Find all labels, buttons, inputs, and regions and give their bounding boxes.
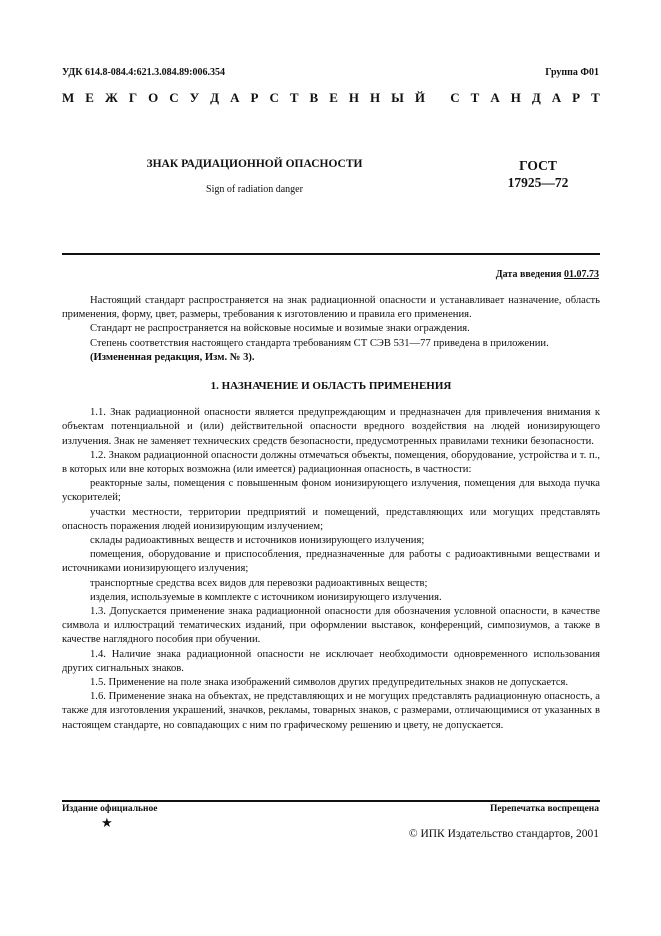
banner-letter: Д (531, 90, 541, 105)
clause-1-3: 1.3. Допускается применение знака радиационной опасности для обозначения условной опасности, в качестве символа и иллюстраций тематических изданий, при оформлении выставок, конференций, симпозиумов, а также в качестве наглядного пособия при обучении. (62, 606, 600, 646)
banner-letter: Д (210, 90, 220, 105)
gost-code: 17925—72 (507, 175, 569, 190)
intro-paragraph: Степень соответствия настоящего стандарта требованиям СТ СЭВ 531—77 приведена в приложении. (90, 337, 549, 349)
clause-1-5: 1.5. Применение на поле знака изображений символов других предупредительных знаков не допускается. (90, 677, 569, 689)
document-title-english: Sign of radiation danger (206, 184, 303, 195)
banner-letter: М (62, 90, 75, 105)
official-edition-label: Издание официальное (62, 804, 158, 814)
list-item: реакторные залы, помещения с повышенным фоном ионизирующего излучения, помещения для выхода пучка ускорителей; (62, 478, 600, 504)
banner-letter: У (189, 90, 200, 105)
banner-letter: Ы (391, 90, 404, 105)
banner-letter: А (551, 90, 562, 105)
banner-letter: Н (348, 90, 359, 105)
banner-letter: А (490, 90, 500, 105)
footer-divider (62, 800, 600, 802)
banner-letter: Т (289, 90, 299, 105)
banner-letter: С (450, 90, 460, 105)
banner-letter: Н (510, 90, 521, 105)
clause-1-4: 1.4. Наличие знака радиационной опасности не исключает необходимости одновременного использования других сигнальных знаков. (62, 648, 600, 674)
effective-date (496, 269, 599, 280)
star-icon: ★ (101, 815, 113, 830)
clause-1-6: 1.6. Применение знака на объектах, не представляющих и не могущих представлять радиационную опасность, а также для изготовления украшений, значков, рекламы, товарных знаков, с размерами, отличающимися от указанных в настоящем стандарте, но совпадающих с ним по графическому решению и цвету, не допускается. (62, 691, 600, 731)
banner-letter: Р (572, 90, 581, 105)
banner-letter: О (148, 90, 159, 105)
clause-1-1: 1.1. Знак радиационной опасности является предупреждающим и предназначен для привлечения внимания к объектам потенциальной и (или) действительной опасности вредного воздействия на людей ионизирующего излучения. Знак не заменяет технических средств безопасности, предусмотренных правилами техники безопасности. (62, 407, 600, 447)
udk-code: УДК 614.8-084.4:621.3.084.89:006.354 (62, 67, 225, 78)
section-heading: 1. НАЗНАЧЕНИЕ И ОБЛАСТЬ ПРИМЕНЕНИЯ (210, 380, 452, 393)
banner-letter: Р (250, 90, 259, 105)
banner-letter (436, 90, 439, 106)
gost-label: ГОСТ (519, 158, 557, 173)
banner-letter: В (309, 90, 319, 105)
banner-letter: С (169, 90, 179, 105)
header-divider (62, 253, 600, 255)
banner-letter: С (269, 90, 279, 105)
banner-letter: Т (591, 90, 600, 105)
clause-1-2: 1.2. Знаком радиационной опасности должны отмечаться объекты, помещения, оборудование, устройства и т. п., в которых или вне которых возможна (или имеется) радиационная опасность, в частности: (62, 449, 600, 476)
amendment-note: (Измененная редакция, Изм. № 3). (90, 351, 255, 363)
effective-date-value: 01.07.73 (564, 269, 599, 280)
intro-paragraph: Стандарт не распространяется на войсковые носимые и возимые знаки ограждения. (90, 323, 470, 335)
copyright-notice: © ИПК Издательство стандартов, 2001 (408, 828, 599, 840)
banner-letter: Й (414, 90, 425, 105)
banner-letter: А (230, 90, 240, 105)
list-item: склады радиоактивных веществ и источников ионизирующего излучения; (90, 535, 425, 547)
banner-letter: Ж (104, 90, 118, 105)
banner-letter: Е (329, 90, 338, 105)
list-item: транспортные средства всех видов для перевозки радиоактивных веществ; (90, 577, 428, 589)
banner-letter: Н (369, 90, 381, 105)
banner-letter: Г (128, 90, 138, 105)
list-item: помещения, оборудование и приспособления, предназначенные для работы с радиоактивными веществами и источниками ионизирующего излучения; (62, 549, 600, 575)
banner-letter: Т (470, 90, 480, 105)
gost-number (470, 157, 606, 191)
effective-date-label: Дата введения (495, 269, 562, 280)
document-title: ЗНАК РАДИАЦИОННОЙ ОПАСНОСТИ (146, 158, 363, 170)
list-item: изделия, используемые в комплекте с источником ионизирующего излучения. (90, 591, 442, 603)
group-code: Группа Ф01 (545, 67, 599, 78)
intro-paragraph: Настоящий стандарт распространяется на знак радиационной опасности и устанавливает назначение, область применения, форму, цвет, размеры, требования к изготовлению и правила его применения. (62, 295, 600, 321)
interstate-standard-banner (62, 90, 600, 106)
document-body (62, 294, 600, 733)
reprint-prohibited-label: Перепечатка воспрещена (489, 804, 599, 814)
list-item: участки местности, территории предприятий и помещений, представляющих или могущих представлять опасность поражения людей ионизирующим излучением; (62, 506, 600, 532)
banner-letter: Е (85, 90, 94, 105)
